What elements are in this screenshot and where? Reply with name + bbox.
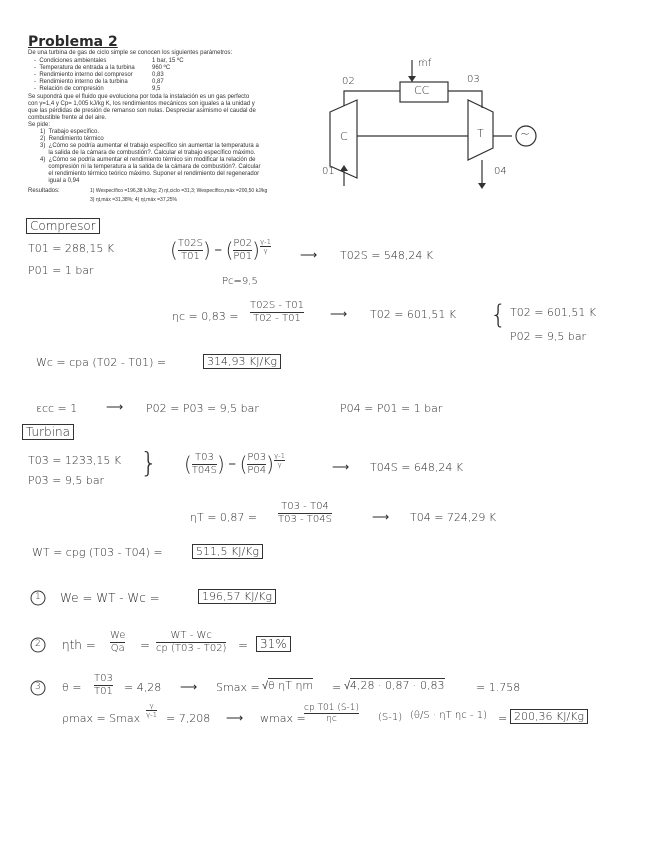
param-row: - Temperatura de entrada a la turbina xyxy=(34,65,135,71)
turbine-label: T xyxy=(477,127,484,140)
statement-line: con γ=1,4 y Cp= 1,005 kJ/kg K, los rendimientos mecánicos son iguales a la unidad y xyxy=(28,101,255,107)
wt-equation: WT = cpg (T03 - T04) = xyxy=(32,546,163,559)
smax-value: = 1.758 xyxy=(476,681,521,694)
results-label: Resultados: xyxy=(28,188,60,194)
question-line: 4) ¿Cómo se podría aumentar el rendimiento térmico sin modificar la relación de xyxy=(40,157,256,163)
t03-value: T03 = 1233,15 K xyxy=(28,454,122,467)
t02-value: T02 = 601,51 K xyxy=(370,308,457,321)
fuel-label: ṁf xyxy=(418,58,432,69)
param-row: - Relación de compresión xyxy=(34,86,104,92)
param-row: - Rendimiento interno de la turbina xyxy=(34,79,128,85)
compressor-label: C xyxy=(340,130,348,143)
equals-sign: = xyxy=(332,681,342,694)
p04-p01-equality: P04 = P01 = 1 bar xyxy=(340,402,443,415)
question-line: igual a 0,94 xyxy=(40,178,80,184)
question-line: 2) Rendimiento térmico xyxy=(40,136,104,142)
equals-sign: = xyxy=(498,712,508,725)
pmax-label: ρmax = Smax xyxy=(62,712,141,725)
answer-1-equation: We = WT - Wc = xyxy=(60,591,160,605)
param-row: - Condiciones ambientales xyxy=(34,58,107,64)
t04s-value: T04S = 648,24 K xyxy=(370,461,464,474)
turbine-isentropic-relation: ( $\frac{T03}{T04S}$ ) = ( $\frac{P03}{P04}$ ) $\frac{\gamma-1}{\gamma}$ xyxy=(184,452,286,476)
brace-icon: { xyxy=(490,300,507,330)
equals-sign: = xyxy=(140,638,151,652)
pmax-value: = 7,208 xyxy=(166,712,211,725)
arrow-icon: ⟶ xyxy=(180,680,198,694)
compresor-heading: Compresor xyxy=(26,218,100,234)
state-01-label: 01 xyxy=(322,166,335,177)
generator-symbol: ~ xyxy=(520,127,531,141)
wmax-fraction: $\frac{\text{cp T01 (S-1)}}{\eta c}$ xyxy=(304,703,360,725)
question-line: el rendimiento térmico teórico máximo. Suponer el rendimiento del regenerador xyxy=(40,171,260,177)
state-03-label: 03 xyxy=(467,74,480,85)
smax-label: Smax = xyxy=(216,681,260,694)
sqrt-numeric: √4,28 · 0,87 · 0,83 xyxy=(344,679,445,692)
theta-label: θ = xyxy=(62,681,82,694)
answer-3-number: 3 xyxy=(35,682,41,692)
p03-value: P03 = 9,5 bar xyxy=(28,474,105,487)
answer-2-result: 31% xyxy=(256,636,291,652)
ask-label: Se pide: xyxy=(28,122,51,128)
wmax-middle-term: (S-1) xyxy=(378,712,403,723)
arrow-icon: ⟶ xyxy=(372,510,390,524)
arrow-icon: ⟶ xyxy=(332,460,350,474)
p01-value: P01 = 1 bar xyxy=(28,264,94,277)
eta-t-fraction: $\frac{T03 - T04}{T03 - T04S}$ xyxy=(278,501,332,525)
wt-result: 511,5 KJ/Kg xyxy=(192,544,263,559)
wmax-paren-term: (θ/S · ηT ηc - 1) xyxy=(410,710,487,721)
question-line: 1) Trabajo específico. xyxy=(40,129,100,135)
answer-2-fraction-2: $\frac{WT - Wc}{cp (T03 - T02)}$ xyxy=(156,630,227,654)
state-02-label: 02 xyxy=(342,76,355,87)
eta-c-label: ηc = 0,83 = xyxy=(172,310,239,323)
question-line: la salida de la cámara de combustión?. Calcular el trabajo específico máximo. xyxy=(40,150,256,156)
arrow-icon: ⟶ xyxy=(300,248,318,262)
compressor-isentropic-relation: ( $\frac{T02S}{T01}$ ) = ( $\frac{P02}{P01}$ ) $\frac{\gamma-1}{\gamma}$ xyxy=(170,238,272,262)
pmax-exponent: $\frac{\gamma}{\gamma-1}$ xyxy=(146,702,158,720)
ecc-value: εcc = 1 xyxy=(36,402,78,415)
problem-title: Problema 2 xyxy=(28,34,118,50)
sqrt-expression: √θ ηT ηm xyxy=(262,679,314,692)
eta-c-fraction: $\frac{T02S - T01}{T02 - T01}$ xyxy=(250,300,304,324)
arrow-icon: ⟶ xyxy=(106,400,124,414)
state-04-label: 04 xyxy=(494,166,507,177)
t04-value: T04 = 724,29 K xyxy=(410,511,497,524)
problem-intro: De una turbina de gas de ciclo simple se conocen los siguientes parámetros: xyxy=(28,50,233,56)
param-value: 0,83 xyxy=(152,72,164,78)
param-value: 9,5 xyxy=(152,86,161,92)
answer-2-lhs: ηth = xyxy=(62,638,96,652)
wc-equation: Wc = cpa (T02 - T01) = xyxy=(36,356,167,369)
results-line: 3) ηt,máx =31,38%; 4) ηt,máx =37,25% xyxy=(90,197,177,203)
answer-1-number: 1 xyxy=(35,592,41,602)
results-line: 1) Wespecífico =196,38 kJ/kg; 2) ηt,ciclo =31,3; Wespecífico,máx =200,50 kJ/kg xyxy=(90,188,268,194)
arrow-icon: ⟶ xyxy=(226,711,244,725)
arrow-icon: ⟶ xyxy=(330,307,348,321)
t01-value: T01 = 288,15 K xyxy=(28,242,115,255)
t02s-value: T02S = 548,24 K xyxy=(340,249,434,262)
param-value: 0,87 xyxy=(152,79,164,85)
brace-p02: P02 = 9,5 bar xyxy=(510,330,587,343)
turbina-heading: Turbina xyxy=(22,424,74,440)
statement-line: Se supondrá que el fluido que evoluciona por toda la instalación es un gas perfecto xyxy=(28,94,250,100)
wc-result: 314,93 KJ/Kg xyxy=(203,354,281,369)
answer-3-result: 200,36 KJ/Kg xyxy=(510,709,588,724)
statement-line: que las pérdidas de presión de remanso son nulas. Despreciar asimismo el caudal de xyxy=(28,108,256,114)
brace-icon: } xyxy=(140,446,158,479)
param-value: 1 bar, 15 ºC xyxy=(152,58,184,64)
combustor-label: CC xyxy=(414,84,430,97)
answer-2-fraction-1: $\frac{We}{Qa}$ xyxy=(110,630,126,654)
compression-ratio-note: Pc=9,5 xyxy=(222,276,258,287)
equals-sign: = xyxy=(238,638,249,652)
eta-t-label: ηT = 0,87 = xyxy=(190,511,258,524)
question-line: 3) ¿Cómo se podría aumentar el trabajo específico sin aumentar la temperatura a xyxy=(40,143,259,149)
theta-fraction: $\frac{T03}{T01}$ xyxy=(94,673,113,697)
p02-p03-equality: P02 = P03 = 9,5 bar xyxy=(146,402,259,415)
statement-line: combustible frente al del aire. xyxy=(28,115,107,121)
param-row: - Rendimiento interno del compresor xyxy=(34,72,133,78)
wmax-label: wmax = xyxy=(260,712,306,725)
param-value: 960 ºC xyxy=(152,65,171,71)
answer-2-number: 2 xyxy=(35,639,41,649)
question-line: compresión ni la temperatura a la salida de la cámara de combustión?. Calcular xyxy=(40,164,261,170)
answer-1-result: 196,57 KJ/Kg xyxy=(198,589,276,604)
brace-t02: T02 = 601,51 K xyxy=(510,306,597,319)
theta-value: = 4,28 xyxy=(124,681,162,694)
